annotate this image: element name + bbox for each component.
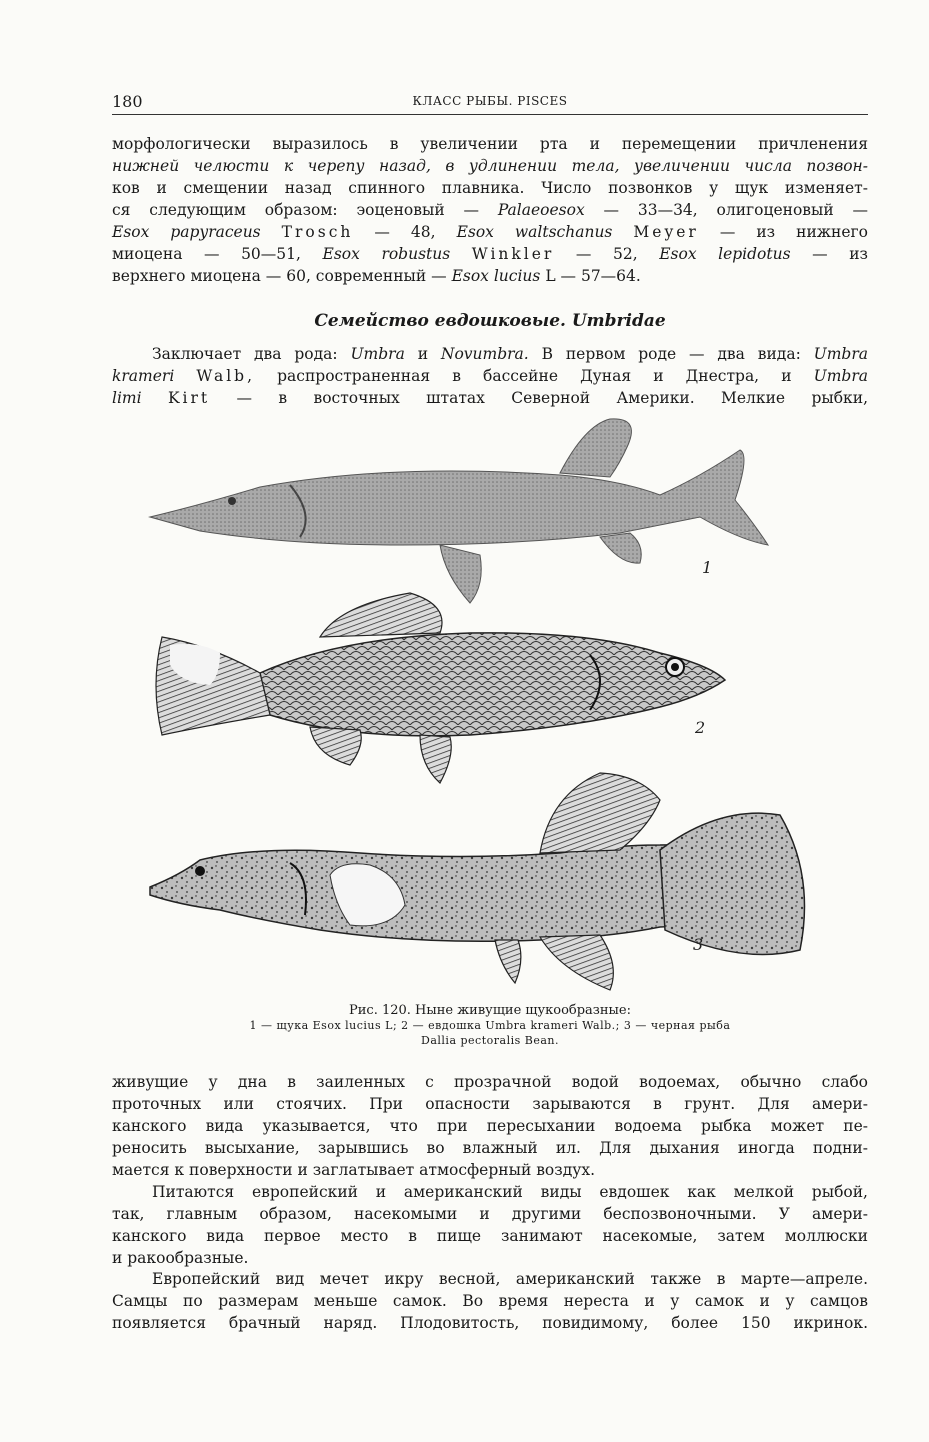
paragraph-feeding xyxy=(112,1181,868,1269)
taxon-name: Umbra xyxy=(813,345,868,363)
author-name: Walb, xyxy=(196,367,256,385)
paragraph-spawning xyxy=(112,1268,868,1334)
text-line xyxy=(112,265,868,287)
author-name: Trosch xyxy=(281,223,354,241)
running-title: КЛАСС РЫБЫ. PISCES xyxy=(412,94,568,108)
taxon-name: krameri xyxy=(112,367,175,385)
fish-label-2: 2 xyxy=(695,718,706,737)
text-line: Самцы по размерам меньше самок. Во время нереста и у самок и у самцов xyxy=(112,1292,868,1310)
taxon-name: limi xyxy=(112,389,142,407)
author-name: Winkler xyxy=(471,245,555,263)
italic-text: нижней челюсти к черепу назад, в удлинении тела, увеличении числа позвон- xyxy=(112,157,868,175)
taxon-name: Esox robustus xyxy=(322,245,451,263)
text-line: появляется брачный наряд. Плодовитость, повидимому, более 150 икринок. xyxy=(112,1314,868,1332)
text-line: Питаются европейский и американский виды евдошек как мелкой рыбой, xyxy=(152,1183,868,1201)
text-line: канского вида первое место в пище занимают насекомые, затем моллюски xyxy=(112,1227,868,1245)
text-line: ков и смещении назад спинного плавника. Число позвонков у щук изменяет- xyxy=(112,179,868,197)
text-span: и xyxy=(417,345,429,363)
taxon-name: Esox papyraceus xyxy=(112,223,261,241)
text-line xyxy=(112,243,868,265)
text-line: живущие у дна в заиленных с прозрачной водой водоемах, обычно слабо xyxy=(112,1073,868,1091)
section-heading: Семейство евдошковые. Umbridae xyxy=(314,311,666,331)
text-span: Заключает два рода: xyxy=(152,345,338,363)
taxon-name: Palaeoesox xyxy=(497,201,585,219)
paragraph-pike-vertebrae xyxy=(112,133,868,287)
text-line xyxy=(112,221,868,243)
caption-line: Dallia pectoralis Bean. xyxy=(421,1034,559,1047)
text-line: Европейский вид мечет икру весной, американский также в марте—апреле. xyxy=(152,1270,868,1288)
caption-title: Рис. 120. Ныне живущие щукообразные: xyxy=(349,1003,631,1018)
taxon-name: Umbra xyxy=(350,345,405,363)
taxon-name: Esox lepidotus xyxy=(659,245,791,263)
text-line xyxy=(112,365,868,387)
taxon-name: Novumbra. xyxy=(440,345,529,363)
text-line xyxy=(112,343,868,365)
text-line: морфологически выразилось в увеличении рта и перемещении причленения xyxy=(112,135,868,153)
page-header xyxy=(112,92,868,115)
paragraph-umbridae-intro xyxy=(112,343,868,409)
text-span: В первом роде — два вида: xyxy=(541,345,801,363)
text-line: реносить высыхание, зарывшись во влажный ил. Для дыхания иногда подни- xyxy=(112,1139,868,1157)
umbra-drawing xyxy=(156,593,725,783)
text-span: — из xyxy=(812,245,868,263)
fish-illustration xyxy=(140,405,820,1005)
figure-caption xyxy=(112,1003,868,1048)
dallia-drawing xyxy=(150,773,805,990)
text-span: L — 57—64. xyxy=(545,267,641,285)
text-span: — 52, xyxy=(575,245,638,263)
paragraph-habitat xyxy=(112,1071,868,1181)
text-line: мается к поверхности и заглатывает атмосферный воздух. xyxy=(112,1161,596,1179)
taxon-name: Umbra xyxy=(813,367,868,385)
text-span: — 33—34, олигоценовый — xyxy=(603,201,869,219)
text-span: распространенная в бассейне Дуная и Днестра, и xyxy=(277,367,792,385)
text-span: ся следующим образом: эоценовый — xyxy=(112,201,479,219)
pike-drawing xyxy=(150,419,768,603)
page-number: 180 xyxy=(112,92,143,111)
text-span: — из нижнего xyxy=(719,223,868,241)
fish-label-1: 1 xyxy=(702,558,713,577)
author-name: Kirt xyxy=(167,389,211,407)
text-line xyxy=(112,155,868,177)
text-span: — 48, xyxy=(374,223,436,241)
text-span: миоцена — 50—51, xyxy=(112,245,301,263)
text-span: верхнего миоцена — 60, современный — xyxy=(112,267,447,285)
taxon-name: Esox lucius xyxy=(451,267,541,285)
text-line xyxy=(112,199,868,221)
taxon-name: Esox waltschanus xyxy=(456,223,613,241)
author-name: Meyer xyxy=(633,223,699,241)
fish-label-3: 3 xyxy=(693,935,704,954)
text-line: и ракообразные. xyxy=(112,1249,249,1267)
text-span: — в восточных штатах Северной Америки. Мелкие рыбки, xyxy=(236,389,868,407)
caption-line: 1 — щука Esox lucius L; 2 — евдошка Umbra krameri Walb.; 3 — черная рыба xyxy=(249,1019,731,1032)
text-line: так, главным образом, насекомыми и другими беспозвоночными. У амери- xyxy=(112,1205,868,1223)
text-line: проточных или стоячих. При опасности зарываются в грунт. Для амери- xyxy=(112,1095,868,1113)
text-line: канского вида указывается, что при пересыхании водоема рыбка может пе- xyxy=(112,1117,868,1135)
